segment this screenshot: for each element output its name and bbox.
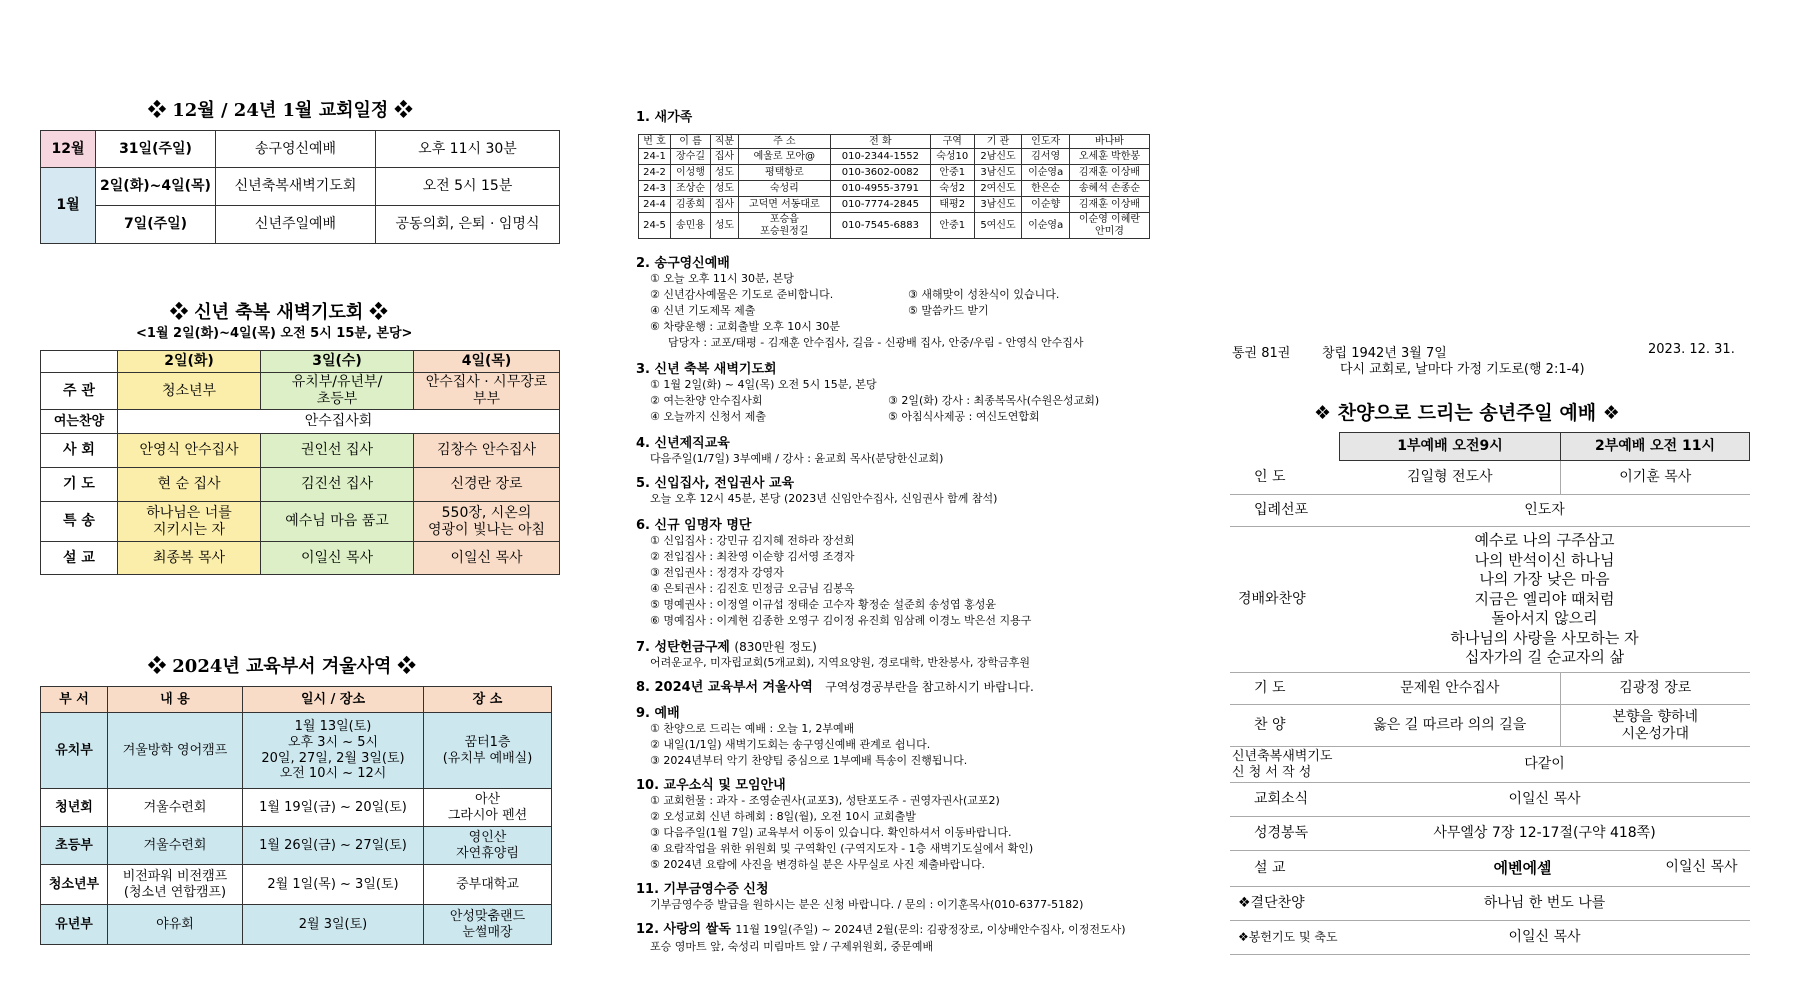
date-cell: 1월 13일(토) 오후 3시 ~ 5시 20일, 27일, 2월 3일(토) 오전 10시 ~ 12시 <box>243 713 424 789</box>
header-cell: 2일(화) <box>118 351 261 373</box>
row-label: 기 도 <box>1230 673 1340 705</box>
cell: 포승읍 포승원정길 <box>738 213 830 239</box>
table-row <box>41 542 560 575</box>
table-row <box>1230 433 1750 461</box>
notice-line: ③ 전입권사 : 정경자 강영자 <box>650 566 784 579</box>
cell: 태평2 <box>930 197 974 213</box>
cell: 김광정 장로 <box>1561 673 1750 705</box>
header-cell: 장 소 <box>424 687 552 713</box>
table-row <box>41 410 560 434</box>
notice-line: ④ 신년 기도제목 제출 <box>650 304 756 317</box>
founded-info: 창립 1942년 3월 7일 <box>1322 346 1447 361</box>
header-cell: 2부예배 오전 11시 <box>1561 433 1750 461</box>
notice-line: ② 전입집사 : 최찬영 이순향 김서영 조경자 <box>650 550 855 563</box>
header-cell: 직분 <box>710 135 738 149</box>
cell: 안수집사 · 시무장로 부부 <box>414 373 560 410</box>
notice-line: ① 교회헌물 : 과자 - 조영순권사(교포3), 성탄포도주 - 권영자권사(교포2) <box>650 794 1000 807</box>
cell: 24-5 <box>639 213 671 239</box>
notice-line: ⑤ 2024년 요람에 사진을 변경하실 분은 사무실로 사진 제출바랍니다. <box>650 858 985 871</box>
dept-cell: 유치부 <box>41 713 108 789</box>
table-row <box>639 197 1150 213</box>
place-cell: 영인산 자연휴양림 <box>424 827 552 865</box>
table-row <box>1230 887 1750 921</box>
cell: 최종복 목사 <box>118 542 261 575</box>
cell: 김진선 집사 <box>261 468 414 502</box>
winter-title: ❖ 2024년 교육부서 겨울사역 ❖ <box>148 656 416 677</box>
table-row <box>639 213 1150 239</box>
section-heading: 2. 송구영신예배 <box>636 256 730 271</box>
section-title: 7. 성탄헌금구제 <box>636 640 730 655</box>
row-label: ❖결단찬양 <box>1230 887 1340 921</box>
notice-line: ⑤ 말씀카드 받기 <box>908 304 989 317</box>
cell: 문제원 안수집사 <box>1340 673 1561 705</box>
cell: 본향을 향하네 시온성가대 <box>1561 705 1750 747</box>
notice-line: ④ 요람작업을 위한 위원회 및 구역확인 (구역지도자 - 1층 새벽기도실에서 확인) <box>650 842 1034 855</box>
notice-line: ④ 오늘까지 신청서 제출 <box>650 410 766 423</box>
row-label: 설 교 <box>41 542 118 575</box>
cell: 이순향 <box>1022 197 1070 213</box>
notice-line: ① 찬양으로 드리는 예배 : 오늘 1, 2부예배 <box>650 722 855 735</box>
corner-cell <box>41 351 118 373</box>
table-row <box>1230 495 1750 527</box>
table-row <box>1230 461 1750 495</box>
place-cell: 꿈터1층 (유치부 예배실) <box>424 713 552 789</box>
section-heading <box>636 676 1034 695</box>
table-row <box>639 181 1150 197</box>
cell: 2여신도 <box>974 181 1022 197</box>
table-row <box>41 206 560 244</box>
cell: 010-4955-3791 <box>830 181 930 197</box>
table-row <box>1230 705 1750 747</box>
dept-cell: 유년부 <box>41 905 108 945</box>
table-row <box>41 905 552 945</box>
notice-line: 다음주일(1/7일) 3부예배 / 강사 : 윤교희 목사(분당한신교회) <box>650 452 944 465</box>
table-row <box>41 502 560 542</box>
table-row <box>1230 921 1750 955</box>
cell: 김재훈 이상배 <box>1069 165 1149 181</box>
table-row <box>1230 673 1750 705</box>
row-label: 신년축복새벽기도 신 청 서 작 성 <box>1230 747 1340 783</box>
table-row <box>41 789 552 827</box>
content-cell: 겨울방학 영어캠프 <box>108 713 243 789</box>
header-cell: 바나바 <box>1069 135 1149 149</box>
content-cell: 겨울수련회 <box>108 827 243 865</box>
notice-line: ① 1월 2일(화) ~ 4일(목) 오전 5시 15분, 본당 <box>650 378 877 391</box>
date-cell: 2일(화)~4일(목) <box>96 168 216 206</box>
cell: 송민용 <box>671 213 711 239</box>
service-order-table <box>1230 432 1750 955</box>
header-cell: 4일(목) <box>414 351 560 373</box>
section-heading: 5. 신입집사, 전입권사 교육 <box>636 476 795 491</box>
cell: 김재훈 이상배 <box>1069 197 1149 213</box>
section-heading: 11. 기부금영수증 신청 <box>636 882 769 897</box>
cell: 하나님은 너를 지키시는 자 <box>118 502 261 542</box>
winter-table <box>40 686 552 945</box>
cell: 숙성2 <box>930 181 974 197</box>
notice-line: 오늘 오후 12시 45분, 본당 (2023년 신임안수집사, 신임권사 함께 참석) <box>650 492 998 505</box>
cell: 010-7774-2845 <box>830 197 930 213</box>
cell: 장수길 <box>671 149 711 165</box>
date-cell: 1월 26일(금) ~ 27일(토) <box>243 827 424 865</box>
schedule-table <box>40 130 560 244</box>
notice-line: ③ 2024년부터 악기 찬양팀 중심으로 1부예배 특송이 진행됩니다. <box>650 754 968 767</box>
table-row <box>1230 851 1750 887</box>
table-row <box>1230 817 1750 851</box>
cell: 안수집사회 <box>118 410 560 434</box>
notice-line: ⑥ 차량운행 : 교회출발 오후 10시 30분 <box>650 320 841 333</box>
notice-line: ⑤ 명예권사 : 이정열 이규섭 정태순 고수자 황정순 설준희 송성엽 홍성윤 <box>650 598 997 611</box>
header-cell: 내 용 <box>108 687 243 713</box>
bulletin-date: 2023. 12. 31. <box>1648 342 1735 357</box>
cell: 이일신 목사 <box>1340 921 1750 955</box>
cell: 권인선 집사 <box>261 434 414 468</box>
row-label: 기 도 <box>41 468 118 502</box>
table-row <box>41 827 552 865</box>
section-heading: 6. 신규 임명자 명단 <box>636 518 752 533</box>
notice-line: ③ 2일(화) 강사 : 최종복목사(수원은성교회) <box>888 394 1100 407</box>
date-cell: 31일(주일) <box>96 131 216 168</box>
row-label: 입례선포 <box>1230 495 1340 527</box>
cell: 하나님 한 번도 나를 <box>1340 887 1750 921</box>
info-cell: 오후 11시 30분 <box>376 131 560 168</box>
row-label: 경배와찬양 <box>1230 527 1340 673</box>
corner-cell <box>1230 433 1340 461</box>
content-cell: 겨울수련회 <box>108 789 243 827</box>
cell: 성도 <box>710 165 738 181</box>
section-heading: 9. 예배 <box>636 706 680 721</box>
cell: 성도 <box>710 181 738 197</box>
cell: 인도자 <box>1340 495 1750 527</box>
cell: 숙성리 <box>738 181 830 197</box>
cell: 이일신 목사 <box>414 542 560 575</box>
cell: 이기훈 목사 <box>1561 461 1750 495</box>
preacher: 이일신 목사 <box>1665 859 1738 876</box>
header-cell: 부 서 <box>41 687 108 713</box>
row-label: 사 회 <box>41 434 118 468</box>
notice-line: ⑤ 아침식사제공 : 여신도연합회 <box>888 410 1040 423</box>
schedule-title: ❖ 12월 / 24년 1월 교회일정 ❖ <box>148 100 413 121</box>
notice-line: 기부금영수증 발급을 원하시는 분은 신청 바랍니다. / 문의 : 이기훈목사(010-6377-5182) <box>650 898 1084 911</box>
notice-line: ④ 은퇴권사 : 김진호 민정금 오금님 김봉옥 <box>650 582 855 595</box>
cell: 다같이 <box>1340 747 1750 783</box>
cell: 숙성10 <box>930 149 974 165</box>
cell: 예수님 마음 품고 <box>261 502 414 542</box>
sermon-title: 에벤에셀 <box>1493 859 1552 878</box>
dept-cell: 청년회 <box>41 789 108 827</box>
content-cell: 비전파워 비전캠프 (청소년 연합캠프) <box>108 865 243 905</box>
place-cell: 아산 그라시아 펜션 <box>424 789 552 827</box>
row-label: ❖봉헌기도 및 축도 <box>1230 921 1340 955</box>
cell: 5여신도 <box>974 213 1022 239</box>
dept-cell: 초등부 <box>41 827 108 865</box>
cell: 이일신 목사 <box>261 542 414 575</box>
section-title: 12. 사랑의 쌀독 <box>636 922 731 937</box>
cell: 이성행 <box>671 165 711 181</box>
place-cell: 중부대학교 <box>424 865 552 905</box>
table-row <box>1230 747 1750 783</box>
cell: 24-4 <box>639 197 671 213</box>
cell: 성도 <box>710 213 738 239</box>
section-heading <box>636 918 1126 937</box>
cell: 24-2 <box>639 165 671 181</box>
section-heading: 4. 신년제직교육 <box>636 436 730 451</box>
dawn-table <box>40 350 560 575</box>
month-cell: 12월 <box>41 131 96 168</box>
info-cell: 오전 5시 15분 <box>376 168 560 206</box>
notice-line: 포승 영마트 앞, 숙성리 미림마트 앞 / 구제위원회, 중문예배 <box>650 940 934 953</box>
cell: 예울로 모아@ <box>738 149 830 165</box>
cell: 집사 <box>710 149 738 165</box>
row-label: 주 관 <box>41 373 118 410</box>
cell: 송혜석 손종순 <box>1069 181 1149 197</box>
notice-line: 어려운교우, 미자립교회(5개교회), 지역요양원, 경로대학, 반찬봉사, 장학금후원 <box>650 656 1030 669</box>
cell: 안중1 <box>930 165 974 181</box>
cell: 이일신 목사 <box>1340 783 1750 817</box>
date-cell: 2월 3일(토) <box>243 905 424 945</box>
event-cell: 신년축복새벽기도회 <box>216 168 376 206</box>
cell: 오세훈 박한봉 <box>1069 149 1149 165</box>
notice-line: ① 오늘 오후 11시 30분, 본당 <box>650 272 794 285</box>
date-cell: 7일(주일) <box>96 206 216 244</box>
notice-line: ② 오성교회 신년 하례회 : 8일(월), 오전 10시 교회출발 <box>650 810 916 823</box>
section-heading <box>636 636 817 655</box>
cell: 현 순 집사 <box>118 468 261 502</box>
praise-list: 예수로 나의 구주삼고 나의 반석이신 하나님 나의 가장 낮은 마음 지금은 엘리야 때처럼 돌아서지 않으리 하나님의 사랑을 사모하는 자 십자가의 길 순교자의 삶 <box>1340 527 1750 673</box>
table-row <box>41 351 560 373</box>
row-label: 성경봉독 <box>1230 817 1340 851</box>
place-cell: 안성맞춤랜드 눈썰매장 <box>424 905 552 945</box>
notice-line: 담당자 : 교포/태평 - 김재훈 안수집사, 길음 - 신광배 집사, 안중/우림 - 안영식 안수집사 <box>668 336 1084 349</box>
table-row <box>41 434 560 468</box>
table-row <box>639 149 1150 165</box>
dept-cell: 청소년부 <box>41 865 108 905</box>
header-cell: 1부예배 오전9시 <box>1340 433 1561 461</box>
cell: 3남신도 <box>974 165 1022 181</box>
notice-line: ③ 다음주일(1월 7일) 교육부서 이동이 있습니다. 확인하셔서 이동바랍니다. <box>650 826 1012 839</box>
cell: 24-3 <box>639 181 671 197</box>
date-cell: 1월 19일(금) ~ 20일(토) <box>243 789 424 827</box>
service-title: ❖ 찬양으로 드리는 송년주일 예배 ❖ <box>1314 402 1620 424</box>
date-cell: 2월 1일(목) ~ 3일(토) <box>243 865 424 905</box>
header-cell: 이 름 <box>671 135 711 149</box>
cell: 고덕면 서동대로 <box>738 197 830 213</box>
section-note: 11월 19일(주일) ~ 2024년 2월(문의: 김광정장로, 이상배안수집사, 이정전도사) <box>735 923 1126 936</box>
header-cell: 기 관 <box>974 135 1022 149</box>
table-row <box>1230 783 1750 817</box>
section-heading: 3. 신년 축복 새벽기도회 <box>636 362 777 377</box>
section-heading: 1. 새가족 <box>636 110 693 125</box>
cell: 평택항로 <box>738 165 830 181</box>
header-cell: 일시 / 장소 <box>243 687 424 713</box>
header-cell: 인도자 <box>1022 135 1070 149</box>
cell: 김일형 전도사 <box>1340 461 1561 495</box>
table-row <box>639 165 1150 181</box>
notice-line: ② 신년감사예물은 기도로 준비합니다. <box>650 288 834 301</box>
section-heading: 10. 교우소식 및 모임안내 <box>636 778 786 793</box>
table-row <box>639 135 1150 149</box>
cell: 옳은 길 따르라 의의 길을 <box>1340 705 1561 747</box>
cell: 김종희 <box>671 197 711 213</box>
table-row <box>41 687 552 713</box>
table-row <box>41 131 560 168</box>
cell: 24-1 <box>639 149 671 165</box>
section-note: 구역성경공부란을 참고하시기 바랍니다. <box>825 680 1034 694</box>
table-row <box>41 373 560 410</box>
notice-line: ② 내일(1/1일) 새벽기도회는 송구영신예배 관계로 쉽니다. <box>650 738 931 751</box>
row-label: 여는찬양 <box>41 410 118 434</box>
table-row <box>41 468 560 502</box>
dawn-title: ❖ 신년 축복 새벽기도회 ❖ <box>170 302 388 323</box>
cell: 이순영a <box>1022 213 1070 239</box>
cell: 한은순 <box>1022 181 1070 197</box>
cell: 유치부/유년부/ 초등부 <box>261 373 414 410</box>
header-cell: 번 호 <box>639 135 671 149</box>
cell <box>1340 851 1750 887</box>
cell: 안영식 안수집사 <box>118 434 261 468</box>
header-cell: 주 소 <box>738 135 830 149</box>
notice-line: ⑥ 명예집사 : 이계현 김종한 오영구 김이정 유진희 임삼례 이경노 박은선 지용구 <box>650 614 1032 627</box>
header-cell: 3일(수) <box>261 351 414 373</box>
table-row <box>41 865 552 905</box>
row-label: 인 도 <box>1230 461 1340 495</box>
section-title: 8. 2024년 교육부서 겨울사역 <box>636 680 813 695</box>
info-cell: 공동의회, 은퇴 · 임명식 <box>376 206 560 244</box>
notice-line: ③ 새해맞이 성찬식이 있습니다. <box>908 288 1060 301</box>
cell: 010-7545-6883 <box>830 213 930 239</box>
table-row <box>1230 527 1750 673</box>
cell: 3남신도 <box>974 197 1022 213</box>
cell: 이순영a <box>1022 165 1070 181</box>
event-cell: 신년주일예배 <box>216 206 376 244</box>
section-note: (830만원 정도) <box>734 640 817 654</box>
event-cell: 송구영신예배 <box>216 131 376 168</box>
cell: 김창수 안수집사 <box>414 434 560 468</box>
cell: 사무엘상 7장 12-17절(구약 418쪽) <box>1340 817 1750 851</box>
header-cell: 구역 <box>930 135 974 149</box>
dawn-subtitle: <1월 2일(화)~4일(목) 오전 5시 15분, 본당> <box>136 326 413 341</box>
month-cell: 1월 <box>41 168 96 244</box>
church-motto: 다시 교회로, 날마다 가정 기도로(행 2:1-4) <box>1340 362 1585 377</box>
cell: 조상순 <box>671 181 711 197</box>
cell: 안중1 <box>930 213 974 239</box>
header-cell: 전 화 <box>830 135 930 149</box>
cell: 청소년부 <box>118 373 261 410</box>
row-label: 찬 양 <box>1230 705 1340 747</box>
cell: 2남신도 <box>974 149 1022 165</box>
table-row <box>41 713 552 789</box>
row-label: 특 송 <box>41 502 118 542</box>
notice-line: ② 여는찬양 안수집사회 <box>650 394 763 407</box>
table-row <box>41 168 560 206</box>
cell: 집사 <box>710 197 738 213</box>
content-cell: 야유회 <box>108 905 243 945</box>
row-label: 교회소식 <box>1230 783 1340 817</box>
newcomers-table <box>638 134 1150 239</box>
cell: 김서영 <box>1022 149 1070 165</box>
cell: 이순영 이혜란 안미경 <box>1069 213 1149 239</box>
cell: 신경란 장로 <box>414 468 560 502</box>
notice-line: ① 신입집사 : 강민규 김지혜 전하라 장선희 <box>650 534 855 547</box>
cell: 010-3602-0082 <box>830 165 930 181</box>
row-label: 설 교 <box>1230 851 1340 887</box>
volume-info: 통권 81권 <box>1232 346 1291 361</box>
cell: 010-2344-1552 <box>830 149 930 165</box>
cell: 550장, 시온의 영광이 빛나는 아침 <box>414 502 560 542</box>
